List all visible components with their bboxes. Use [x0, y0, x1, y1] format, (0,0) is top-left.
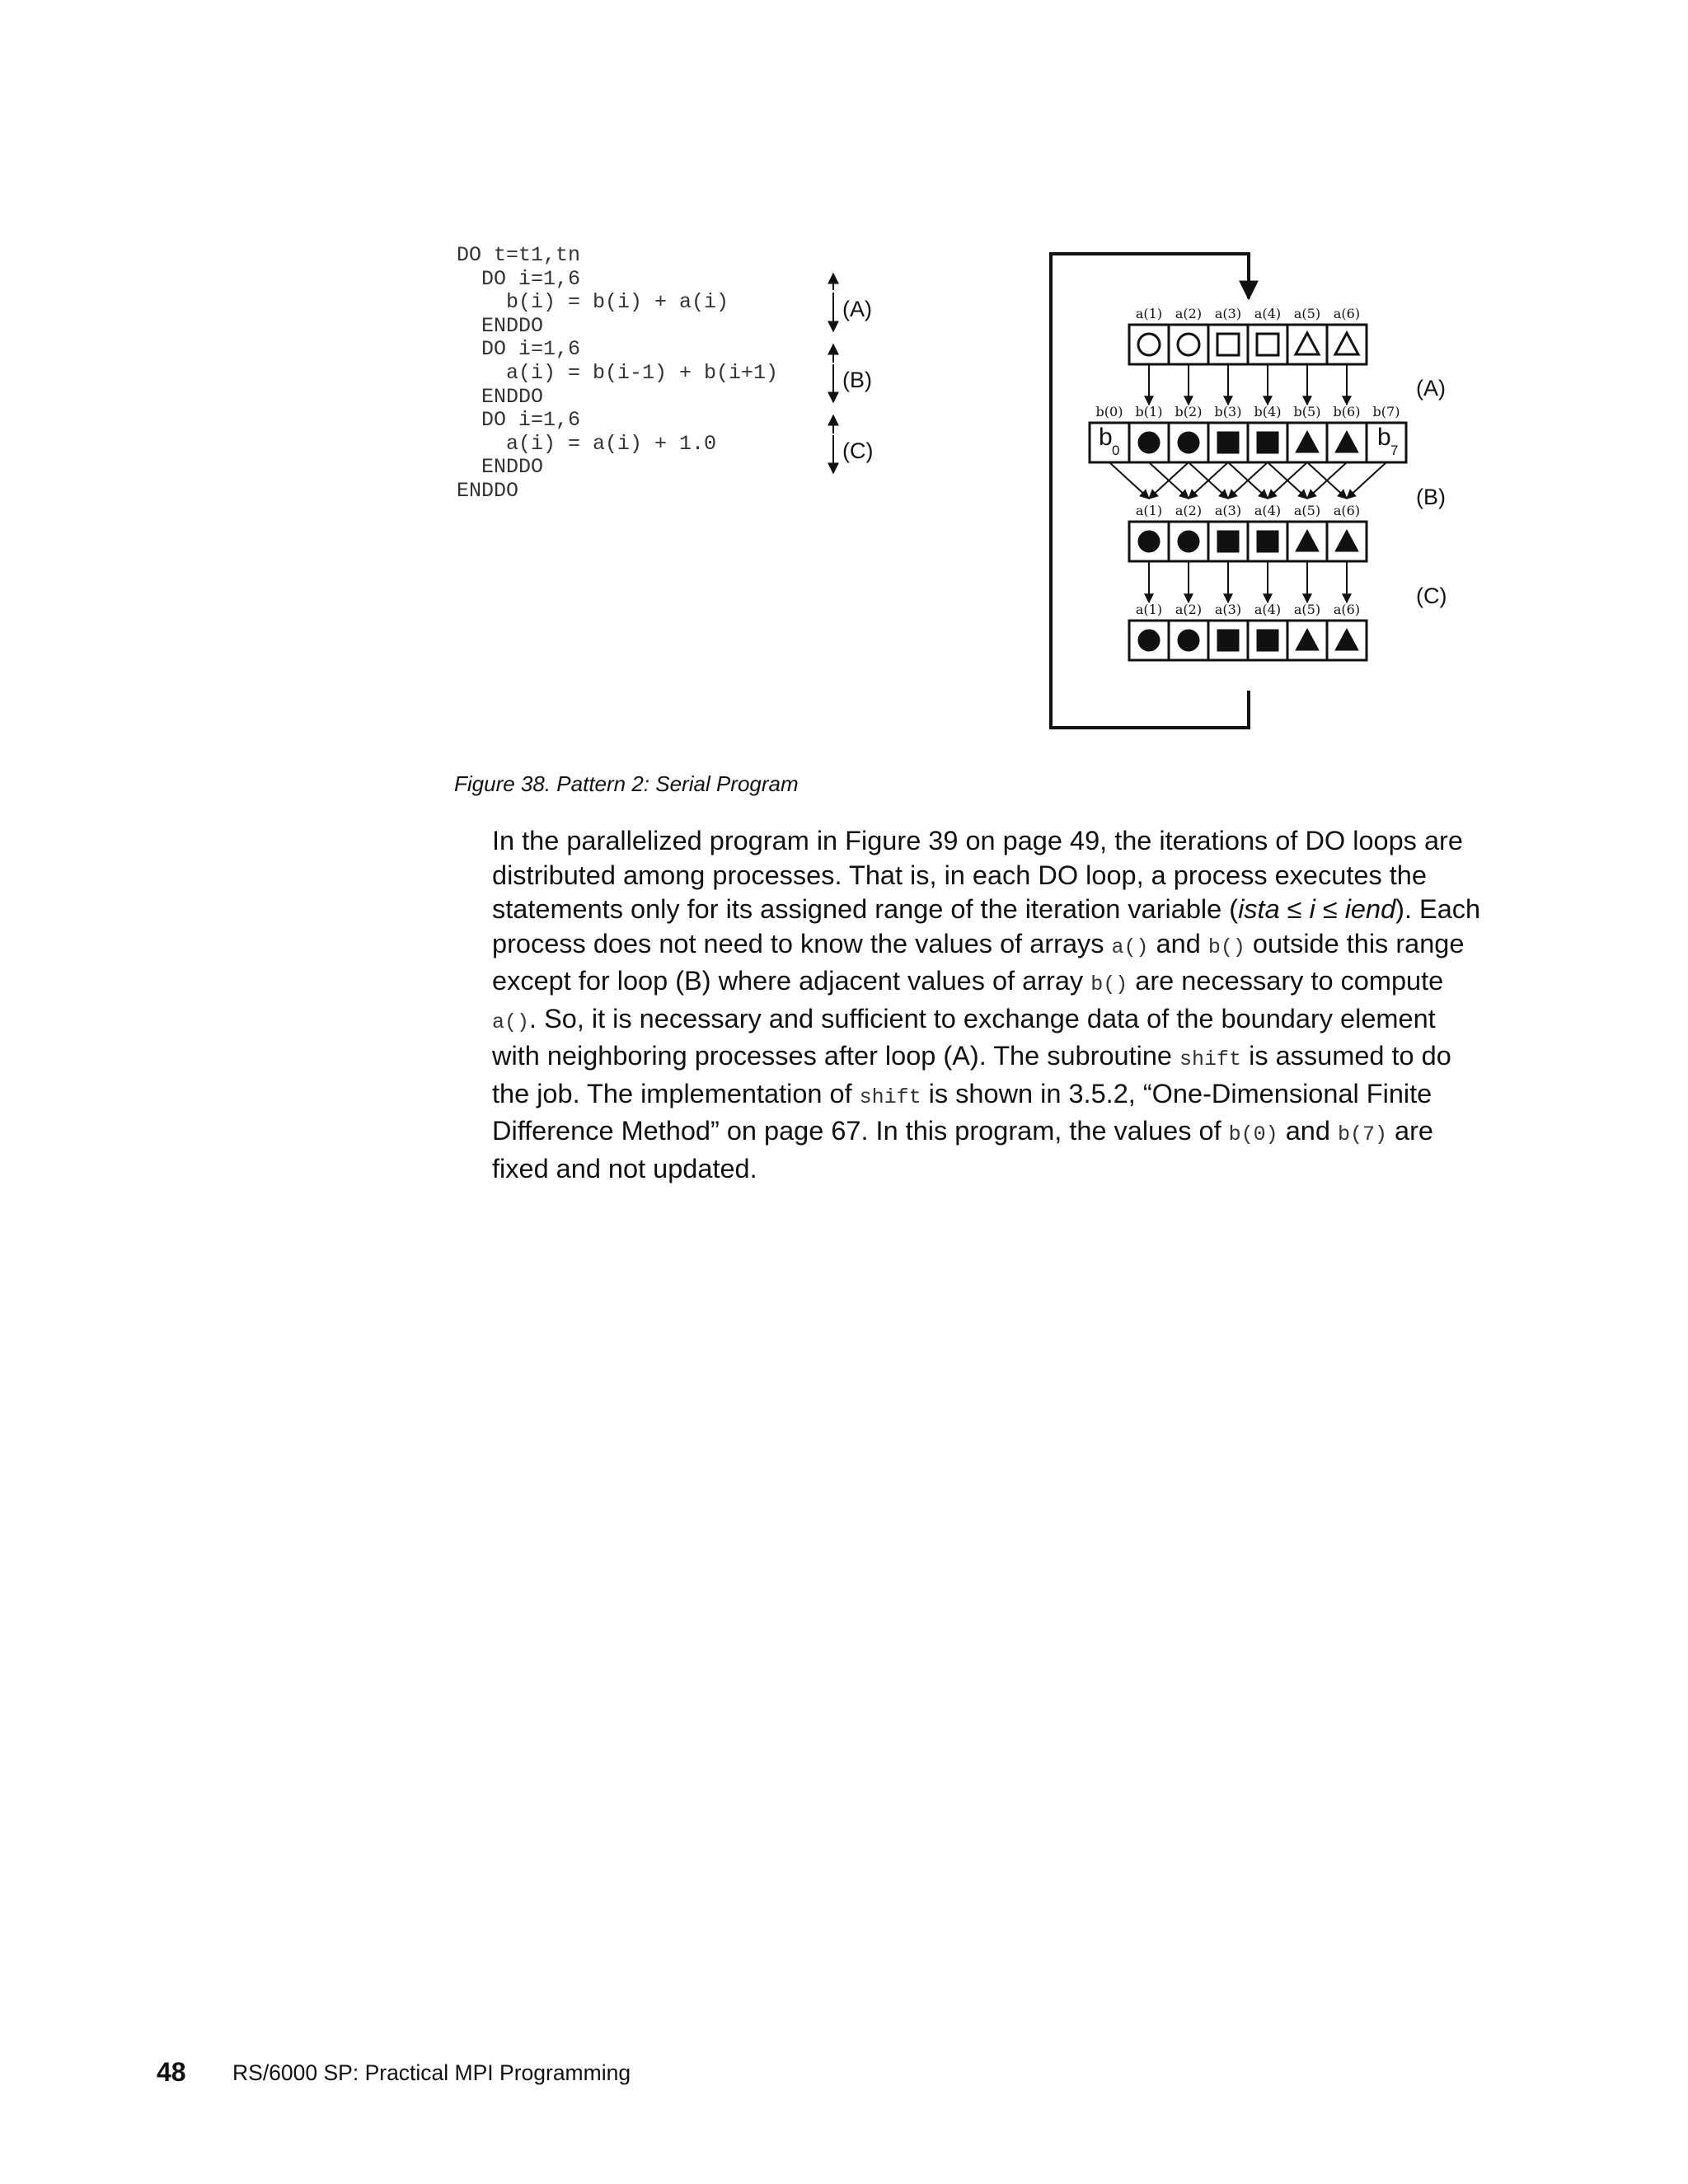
page-number: 48 — [157, 2057, 186, 2087]
code-line: b(i) = b(i) + a(i) — [457, 290, 729, 315]
phase-label-B: (B) — [1416, 485, 1446, 509]
code-line: DO i=1,6 — [457, 408, 581, 433]
index-label: a(3) — [1214, 306, 1242, 321]
code-line: ENDDO — [457, 478, 519, 503]
code-line: ENDDO — [457, 455, 544, 480]
code-b: b() — [1207, 935, 1245, 959]
code-shift: shift — [1179, 1047, 1242, 1071]
b0-cell-subscript: 0 — [1112, 443, 1120, 458]
open-circle-mark — [1178, 334, 1199, 355]
index-label: a(1) — [1135, 602, 1163, 617]
dependency-arrow — [1347, 462, 1386, 499]
filled-square-mark — [1257, 432, 1278, 453]
index-label: b(4) — [1254, 404, 1282, 419]
filled-circle-mark — [1138, 432, 1160, 453]
body-text-run: are necessary to compute — [1128, 966, 1444, 996]
index-label: a(4) — [1254, 503, 1282, 518]
dependency-arrows — [1109, 364, 1386, 602]
index-label: a(2) — [1175, 602, 1203, 617]
index-label: b(7) — [1372, 404, 1400, 419]
body-text-run: . So, it is necessary and sufficient to exchange data of the boundary element with neighboring processes after loop (A). The subroutine — [492, 1003, 1436, 1071]
index-label: a(2) — [1175, 306, 1203, 321]
body-text-run: ). Each process does not need to know the values of arrays — [492, 894, 1481, 958]
a-labels-row-3 — [1136, 602, 1360, 617]
open-circle-mark — [1138, 334, 1160, 355]
b-updated-row — [1090, 423, 1406, 462]
code-line: a(i) = b(i-1) + b(i+1) — [457, 360, 779, 385]
le-symbol: ≤ — [1279, 894, 1310, 924]
body-text-run: outside this range except for loop (B) where adjacent values of array — [492, 928, 1465, 996]
body-text-run: is assumed to do the job. The implementation of — [492, 1041, 1451, 1108]
index-label: a(1) — [1135, 503, 1163, 518]
body-text-run: In the parallelized program in Figure 39 on page 49, the iterations of DO loops are distributed among processes. That is, in each DO loop, a process executes the statements only for its assigned range of the iteration variable ( — [492, 826, 1463, 924]
code-marker-A: (A) — [842, 297, 872, 321]
var-ista: ista — [1238, 894, 1280, 924]
var-i: i — [1309, 894, 1315, 924]
index-label: a(5) — [1293, 306, 1321, 321]
filled-circle-mark — [1138, 531, 1160, 552]
index-label: a(3) — [1214, 602, 1242, 617]
index-label: a(1) — [1135, 306, 1163, 321]
le-symbol: ≤ — [1315, 894, 1345, 924]
code-a: a() — [1111, 935, 1149, 959]
index-label: b(2) — [1175, 404, 1203, 419]
a-after-B-row — [1129, 522, 1367, 561]
code-line: a(i) = a(i) + 1.0 — [457, 431, 717, 456]
book-title: RS/6000 SP: Practical MPI Programming — [232, 2060, 631, 2085]
body-text-run: is shown in 3.5.2, “One-Dimensional Finite Difference Method” on page 67. In this program, the values of — [492, 1078, 1432, 1146]
filled-square-mark — [1257, 531, 1278, 552]
code-line: DO t=t1,tn — [457, 243, 581, 267]
a-after-C-row — [1129, 621, 1367, 660]
index-label: a(6) — [1333, 503, 1361, 518]
index-label: b(5) — [1293, 404, 1321, 419]
body-text-run: are fixed and not updated. — [492, 1116, 1434, 1183]
body-text-run: and — [1148, 928, 1208, 958]
code-marker-B: (B) — [842, 368, 872, 392]
open-square-mark — [1217, 334, 1239, 355]
open-square-mark — [1257, 334, 1278, 355]
a-labels-row-2 — [1136, 503, 1360, 518]
index-label: b(0) — [1095, 404, 1123, 419]
code-line: ENDDO — [457, 313, 544, 338]
filled-circle-mark — [1138, 630, 1160, 651]
index-label: a(5) — [1293, 503, 1321, 518]
a-initial-row — [1129, 325, 1367, 364]
code-a: a() — [492, 1010, 530, 1034]
phase-label-C: (C) — [1416, 583, 1447, 608]
a-labels-row-1 — [1136, 306, 1360, 321]
index-label: b(6) — [1333, 404, 1361, 419]
b7-cell-subscript: 7 — [1390, 443, 1399, 458]
filled-circle-mark — [1178, 630, 1199, 651]
index-label: b(1) — [1135, 404, 1163, 419]
code-b7: b(7) — [1337, 1122, 1387, 1146]
phase-label-A: (A) — [1416, 376, 1446, 401]
code-line: DO i=1,6 — [457, 266, 581, 291]
code-line: ENDDO — [457, 384, 544, 409]
index-label: a(2) — [1175, 503, 1203, 518]
filled-circle-mark — [1178, 432, 1199, 453]
index-label: a(6) — [1333, 306, 1361, 321]
index-label: a(4) — [1254, 306, 1282, 321]
var-iend: iend — [1344, 894, 1396, 924]
filled-square-mark — [1217, 531, 1239, 552]
code-b: b() — [1090, 972, 1128, 996]
index-label: a(5) — [1293, 602, 1321, 617]
filled-square-mark — [1217, 432, 1239, 453]
dependency-arrow — [1109, 462, 1149, 499]
b0-cell-label: b — [1099, 424, 1113, 451]
index-label: a(6) — [1333, 602, 1361, 617]
code-line: DO i=1,6 — [457, 337, 581, 362]
b7-cell-label: b — [1377, 424, 1391, 451]
body-paragraph — [492, 824, 1481, 1186]
index-label: a(4) — [1254, 602, 1282, 617]
body-text-run: and — [1278, 1116, 1338, 1146]
code-shift: shift — [859, 1085, 921, 1109]
filled-square-mark — [1257, 630, 1278, 651]
figure-caption: Figure 38. Pattern 2: Serial Program — [454, 771, 799, 796]
index-label: a(3) — [1214, 503, 1242, 518]
index-label: b(3) — [1214, 404, 1242, 419]
filled-circle-mark — [1178, 531, 1199, 552]
filled-square-mark — [1217, 630, 1239, 651]
code-b0: b(0) — [1228, 1122, 1278, 1146]
b-labels-row — [1096, 404, 1400, 419]
code-marker-C: (C) — [842, 438, 874, 463]
